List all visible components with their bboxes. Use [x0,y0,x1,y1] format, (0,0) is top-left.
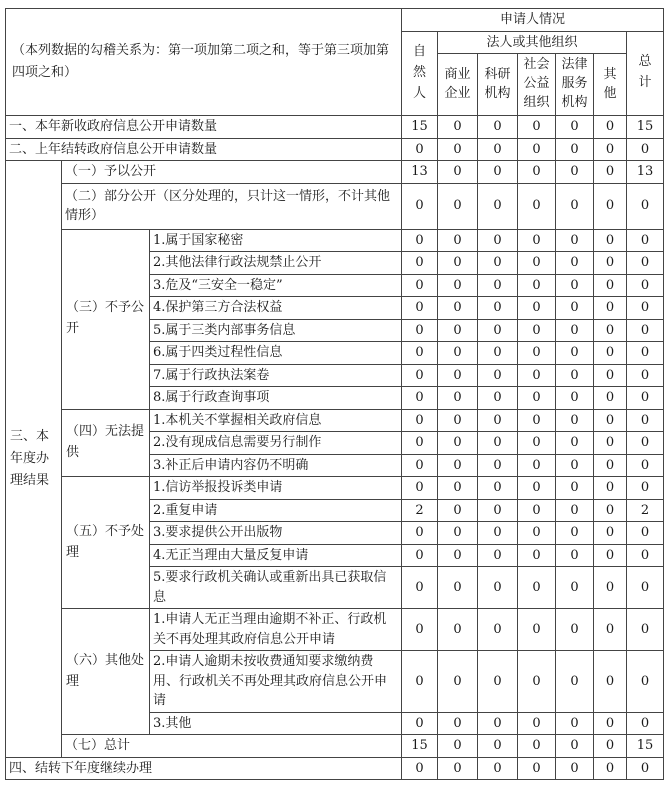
value-cell: 0 [594,138,627,161]
value-cell: 0 [518,454,556,477]
value-cell: 0 [556,477,594,500]
value-cell: 0 [518,609,556,651]
table-row-section-total [6,735,664,758]
value-cell: 15 [402,735,438,758]
value-cell: 0 [438,567,478,609]
value-cell: 0 [438,522,478,545]
value-cell: 0 [518,432,556,455]
value-cell: 0 [402,138,438,161]
section3-label: 三、本年度办理结果 [6,161,62,758]
value-cell: 0 [518,567,556,609]
value-cell: 0 [478,229,518,252]
value-cell: 0 [518,712,556,735]
value-cell: 0 [402,567,438,609]
value-cell: 0 [518,297,556,320]
table-row-unavailable-1 [6,409,664,432]
applicant-situation-header: 申请人情况 [402,9,664,32]
table-row-next-year [6,757,664,780]
value-cell: 0 [627,522,664,545]
value-cell: 0 [518,274,556,297]
value-cell: 0 [518,387,556,410]
value-cell: 0 [402,544,438,567]
value-cell: 0 [518,477,556,500]
value-cell: 0 [478,274,518,297]
value-cell: 0 [402,319,438,342]
subsection-other-label: （六）其他处理 [62,609,150,735]
value-cell: 0 [594,432,627,455]
value-cell: 0 [478,609,518,651]
value-cell: 0 [438,454,478,477]
value-cell: 0 [438,757,478,780]
value-cell: 0 [478,432,518,455]
value-cell: 0 [478,477,518,500]
row-label: 3.其他 [150,712,402,735]
value-cell: 0 [438,183,478,229]
value-cell: 0 [556,409,594,432]
value-cell: 0 [518,229,556,252]
value-cell: 0 [518,651,556,713]
value-cell: 0 [402,609,438,651]
value-cell: 0 [594,499,627,522]
value-cell: 0 [438,735,478,758]
value-cell: 0 [627,342,664,365]
value-cell: 0 [627,544,664,567]
value-cell: 0 [556,342,594,365]
value-cell: 0 [402,651,438,713]
value-cell: 0 [518,364,556,387]
value-cell: 0 [438,252,478,275]
value-cell: 0 [478,183,518,229]
value-cell: 0 [402,183,438,229]
value-cell: 0 [556,609,594,651]
value-cell: 0 [478,651,518,713]
value-cell: 0 [594,342,627,365]
col-header-commercial-enterprise: 商业企业 [438,54,478,116]
row-label: 一、本年新收政府信息公开申请数量 [6,116,402,139]
value-cell: 0 [402,364,438,387]
value-cell: 0 [478,138,518,161]
table-row-carried-over [6,138,664,161]
row-label: 8.属于行政查询事项 [150,387,402,410]
value-cell: 0 [627,409,664,432]
row-label: （一）予以公开 [62,161,402,184]
row-label: 3.补正后申请内容仍不明确 [150,454,402,477]
value-cell: 0 [438,161,478,184]
value-cell: 0 [556,454,594,477]
value-cell: 0 [594,477,627,500]
value-cell: 0 [556,161,594,184]
table-row-other-1 [6,609,664,651]
value-cell: 0 [627,319,664,342]
value-cell: 0 [438,651,478,713]
value-cell: 0 [402,297,438,320]
col-header-other-org: 其他 [594,54,627,116]
value-cell: 2 [627,499,664,522]
value-cell: 0 [478,387,518,410]
value-cell: 0 [402,757,438,780]
value-cell: 0 [556,712,594,735]
value-cell: 0 [556,116,594,139]
value-cell: 0 [594,651,627,713]
value-cell: 0 [594,161,627,184]
info-disclosure-table [5,8,664,780]
value-cell: 0 [594,364,627,387]
value-cell: 0 [518,342,556,365]
value-cell: 0 [518,544,556,567]
value-cell: 0 [518,522,556,545]
value-cell: 0 [556,319,594,342]
value-cell: 0 [402,712,438,735]
value-cell: 0 [556,274,594,297]
value-cell: 15 [627,735,664,758]
value-cell: 0 [478,522,518,545]
row-label: 3.危及“三安全一稳定” [150,274,402,297]
row-label: 1.信访举报投诉类申请 [150,477,402,500]
value-cell: 0 [478,567,518,609]
value-cell: 0 [438,342,478,365]
value-cell: 0 [594,609,627,651]
value-cell: 0 [594,409,627,432]
value-cell: 0 [627,757,664,780]
value-cell: 0 [438,138,478,161]
value-cell: 0 [518,116,556,139]
value-cell: 0 [478,712,518,735]
value-cell: 0 [556,499,594,522]
value-cell: 2 [402,499,438,522]
value-cell: 0 [594,183,627,229]
value-cell: 0 [594,454,627,477]
value-cell: 0 [556,544,594,567]
value-cell: 0 [438,477,478,500]
row-label: 1.本机关不掌握相关政府信息 [150,409,402,432]
value-cell: 0 [594,297,627,320]
value-cell: 0 [594,274,627,297]
value-cell: 0 [478,735,518,758]
value-cell: 0 [402,274,438,297]
value-cell: 0 [594,735,627,758]
value-cell: 0 [627,432,664,455]
value-cell: 0 [594,229,627,252]
value-cell: 0 [478,297,518,320]
value-cell: 0 [627,229,664,252]
value-cell: 0 [556,252,594,275]
value-cell: 0 [438,229,478,252]
table-row-new-received [6,116,664,139]
row-label: 二、上年结转政府信息公开申请数量 [6,138,402,161]
value-cell: 0 [556,522,594,545]
table-row-denied-1 [6,229,664,252]
value-cell: 0 [438,499,478,522]
value-cell: 0 [518,409,556,432]
row-label: 2.申请人逾期未按收费通知要求缴纳费用、行政机关不再处理其政府信息公开申请 [150,651,402,713]
value-cell: 0 [438,297,478,320]
value-cell: 0 [518,161,556,184]
value-cell: 13 [402,161,438,184]
row-label: 7.属于行政执法案卷 [150,364,402,387]
subsection-not-processed-label: （五）不予处理 [62,477,150,609]
value-cell: 0 [402,454,438,477]
value-cell: 0 [556,364,594,387]
value-cell: 0 [438,544,478,567]
value-cell: 0 [627,274,664,297]
value-cell: 0 [627,567,664,609]
value-cell: 0 [478,252,518,275]
table-row-granted [6,161,664,184]
value-cell: 0 [556,229,594,252]
value-cell: 0 [556,735,594,758]
value-cell: 0 [518,319,556,342]
row-label: （七）总计 [62,735,402,758]
value-cell: 0 [478,499,518,522]
value-cell: 0 [478,364,518,387]
reconciliation-note: （本列数据的勾稽关系为：第一项加第二项之和，等于第三项加第四项之和） [6,9,402,116]
value-cell: 0 [594,387,627,410]
value-cell: 0 [518,499,556,522]
value-cell: 0 [438,387,478,410]
value-cell: 0 [556,432,594,455]
value-cell: 0 [478,319,518,342]
value-cell: 0 [438,712,478,735]
value-cell: 0 [478,454,518,477]
value-cell: 0 [594,712,627,735]
value-cell: 0 [438,274,478,297]
value-cell: 0 [402,409,438,432]
value-cell: 0 [594,116,627,139]
value-cell: 0 [518,757,556,780]
value-cell: 0 [627,454,664,477]
value-cell: 0 [438,364,478,387]
value-cell: 0 [594,522,627,545]
value-cell: 0 [594,252,627,275]
col-header-legal-service-org: 法律服务机构 [556,54,594,116]
row-label: 四、结转下年度继续办理 [6,757,402,780]
value-cell: 0 [478,161,518,184]
col-header-public-welfare-org: 社会公益组织 [518,54,556,116]
col-header-legal-or-other-org: 法人或其他组织 [438,31,627,54]
row-label: 2.其他法律行政法规禁止公开 [150,252,402,275]
value-cell: 0 [594,567,627,609]
row-label: 6.属于四类过程性信息 [150,342,402,365]
value-cell: 0 [627,477,664,500]
row-label: （二）部分公开（区分处理的，只计这一情形，不计其他情形） [62,183,402,229]
row-label: 2.没有现成信息需要另行制作 [150,432,402,455]
value-cell: 0 [478,342,518,365]
value-cell: 0 [518,735,556,758]
row-label: 3.要求提供公开出版物 [150,522,402,545]
value-cell: 0 [518,138,556,161]
row-label: 1.申请人无正当理由逾期不补正、行政机关不再处理其政府信息公开申请 [150,609,402,651]
row-label: 5.要求行政机关确认或重新出具已获取信息 [150,567,402,609]
value-cell: 0 [438,319,478,342]
value-cell: 0 [438,116,478,139]
subsection-denied-label: （三）不予公开 [62,229,150,409]
table-header-row-1 [6,9,664,32]
value-cell: 0 [556,651,594,713]
table-row-partial [6,183,664,229]
table-row-notprocessed-1 [6,477,664,500]
col-header-natural-person: 自然人 [402,31,438,116]
value-cell: 0 [627,609,664,651]
value-cell: 0 [402,229,438,252]
value-cell: 0 [556,183,594,229]
value-cell: 0 [402,342,438,365]
value-cell: 0 [627,183,664,229]
row-label: 1.属于国家秘密 [150,229,402,252]
value-cell: 0 [627,297,664,320]
value-cell: 0 [478,409,518,432]
value-cell: 13 [627,161,664,184]
value-cell: 0 [402,252,438,275]
value-cell: 0 [627,651,664,713]
value-cell: 0 [438,609,478,651]
value-cell: 0 [478,544,518,567]
col-header-research-institution: 科研机构 [478,54,518,116]
value-cell: 0 [518,252,556,275]
value-cell: 0 [556,387,594,410]
value-cell: 0 [556,567,594,609]
value-cell: 0 [627,712,664,735]
row-label: 4.无正当理由大量反复申请 [150,544,402,567]
value-cell: 0 [402,477,438,500]
value-cell: 0 [627,387,664,410]
row-label: 5.属于三类内部事务信息 [150,319,402,342]
value-cell: 0 [478,116,518,139]
value-cell: 0 [518,183,556,229]
value-cell: 0 [402,522,438,545]
value-cell: 0 [594,319,627,342]
row-label: 4.保护第三方合法权益 [150,297,402,320]
value-cell: 0 [556,138,594,161]
value-cell: 15 [402,116,438,139]
value-cell: 0 [556,757,594,780]
value-cell: 0 [438,432,478,455]
value-cell: 0 [627,138,664,161]
value-cell: 0 [627,364,664,387]
value-cell: 0 [594,544,627,567]
value-cell: 0 [627,252,664,275]
value-cell: 0 [438,409,478,432]
value-cell: 0 [478,757,518,780]
value-cell: 15 [627,116,664,139]
value-cell: 0 [402,432,438,455]
subsection-unavailable-label: （四）无法提供 [62,409,150,477]
value-cell: 0 [556,297,594,320]
row-label: 2.重复申请 [150,499,402,522]
value-cell: 0 [402,387,438,410]
col-header-total: 总计 [627,31,664,116]
value-cell: 0 [594,757,627,780]
